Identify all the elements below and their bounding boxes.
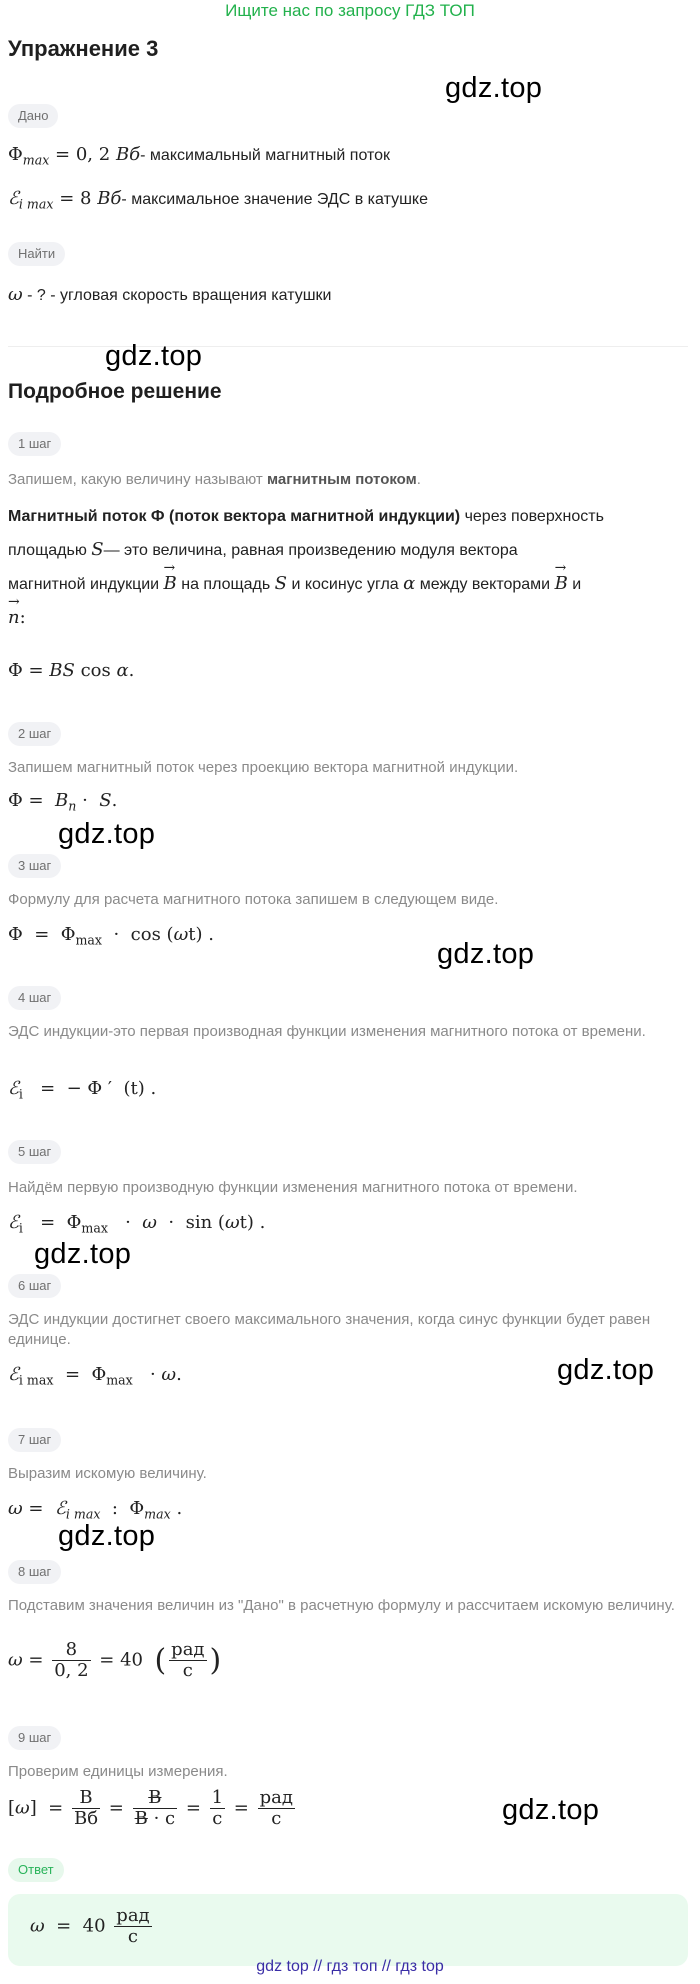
formula-flux-max: $\Phi_{max} = 0$, 2 Вб [8,144,141,168]
formula-flux-def: Φ = BS cos α. [8,660,135,681]
footer-links[interactable]: gdz top // гдз топ // гдз top [256,1958,444,1975]
formula-flux-projection: $\Phi = B_n \cdot S$. [8,790,118,814]
given-flux-line [8,144,390,168]
watermark: gdz.top [437,938,535,970]
formula-units-check: [ω] = $\frac{В}{Вб}$ = $\frac{В}{В \cdot с}$ = $\frac{1}{с}$ = $\frac{\text{рад}}{с}$ [8,1787,293,1829]
vector-n: → n [8,601,20,634]
step-5-chip: 5 шаг [8,1140,61,1164]
given-flux-text: - максимальный магнитный поток [140,147,391,164]
step-1-bold: Магнитный поток Ф (поток вектора магнитной индукции) [8,508,461,525]
find-line [8,284,331,305]
step-1-intro-bold: магнитным потоком [266,471,417,488]
step-1-intro-c: . [416,471,421,488]
given-chip: Дано [8,104,58,128]
watermark: gdz.top [557,1354,655,1386]
find-text: - ? - угловая скорость вращения катушки [27,287,332,304]
step-2-text: Запишем магнитный поток через проекцию вектора магнитной индукции. [8,759,519,776]
formula-emf-sin: ℰ$_i$ = $\Phi_{max} \cdot \omega \cdot \sin (\omega t)$ . [8,1212,266,1236]
symbol-S: S [274,573,288,594]
given-emf-line [8,188,428,212]
formula-omega-value: ω = $\frac{8}{0, 2}$ = 40 ( $\frac{\text{рад}}{с}$ ) [8,1639,222,1681]
step-1-p3b: на площадь [176,576,275,593]
step-5-text: Найдём первую производную функции изменения магнитного потока от времени. [8,1179,578,1196]
watermark: gdz.top [58,1520,156,1552]
vector-B: → B [555,567,568,600]
formula-omega: ω = ℰ$_{i max}$ : $\Phi_{max}$ . [8,1498,183,1522]
given-emf-text: - максимальное значение ЭДС в катушке [121,191,428,208]
step-1-chip: 1 шаг [8,432,61,456]
step-7-text: Выразим искомую величину. [8,1465,207,1482]
exercise-title: Упражнение 3 [8,36,159,61]
step-1-intro-a: Запишем, какую величину называют [8,471,267,488]
omega-symbol: ω [8,284,23,305]
symbol-alpha: α [403,573,416,594]
answer-formula: ω = 40 $\frac{\text{рад}}{с}$ [30,1905,150,1947]
step-1-intro [8,470,688,490]
answer-chip: Ответ [8,1858,64,1882]
step-1-p1: через поверхность [460,508,604,525]
step-3-chip: 3 шаг [8,854,61,878]
watermark: gdz.top [445,72,543,104]
watermark: gdz.top [34,1238,132,1270]
top-banner[interactable]: Ищите нас по запросу ГДЗ ТОП [225,1,475,20]
step-9-chip: 9 шаг [8,1726,61,1750]
formula-emf-derivative: ℰ$_i$ = − Φ ′ (t) . [8,1078,157,1102]
step-9-text: Проверим единицы измерения. [8,1763,228,1780]
step-1-p3d: между векторами [415,576,555,593]
watermark: gdz.top [58,818,156,850]
step-4-chip: 4 шаг [8,986,61,1010]
solution-title: Подробное решение [8,380,222,403]
step-4-text: ЭДС индукции-это первая производная функции изменения магнитного потока от времени. [8,1023,646,1040]
step-6-chip: 6 шаг [8,1274,61,1298]
step-7-chip: 7 шаг [8,1428,61,1452]
step-1-p2b: — это величина, равная произведению модуля вектора [103,542,518,559]
formula-flux-time: $\Phi = \Phi_{max} \cdot \cos (\omega t)$ . [8,924,214,948]
step-8-chip: 8 шаг [8,1560,61,1584]
find-chip: Найти [8,242,65,266]
watermark: gdz.top [502,1794,600,1826]
step-3-text: Формулу для расчета магнитного потока запишем в следующем виде. [8,891,499,908]
step-1-p3a: магнитной индукции [8,576,164,593]
step-1-p3c: и косинус угла [287,576,404,593]
formula-emf-max: ℰ$_{i max}$ = 8 Вб [8,188,122,212]
step-1-p3e: и [567,576,582,593]
step-1-p2a: площадью [8,542,92,559]
symbol-S: S [91,539,104,560]
formula-emf-max-derived: ℰ$_{i max}$ = $\Phi_{max} \cdot \omega$. [8,1364,182,1388]
step-1-definition: Магнитный поток Ф (поток вектора магнитной индукции) через поверхность площадью S— это величина, равная произведению модуля вектора магнитной индукции → B на площадь S и косинус угла α между векторами → B и → n: [8,500,688,635]
step-8-text: Подставим значения величин из "Дано" в расчетную формулу и рассчитаем искомую величину. [8,1597,675,1614]
watermark: gdz.top [105,340,203,372]
step-6-text: ЭДС индукции достигнет своего максимального значения, когда синус функции будет равен единице. [8,1311,651,1348]
step-2-chip: 2 шаг [8,722,61,746]
vector-B: → B [164,567,177,600]
